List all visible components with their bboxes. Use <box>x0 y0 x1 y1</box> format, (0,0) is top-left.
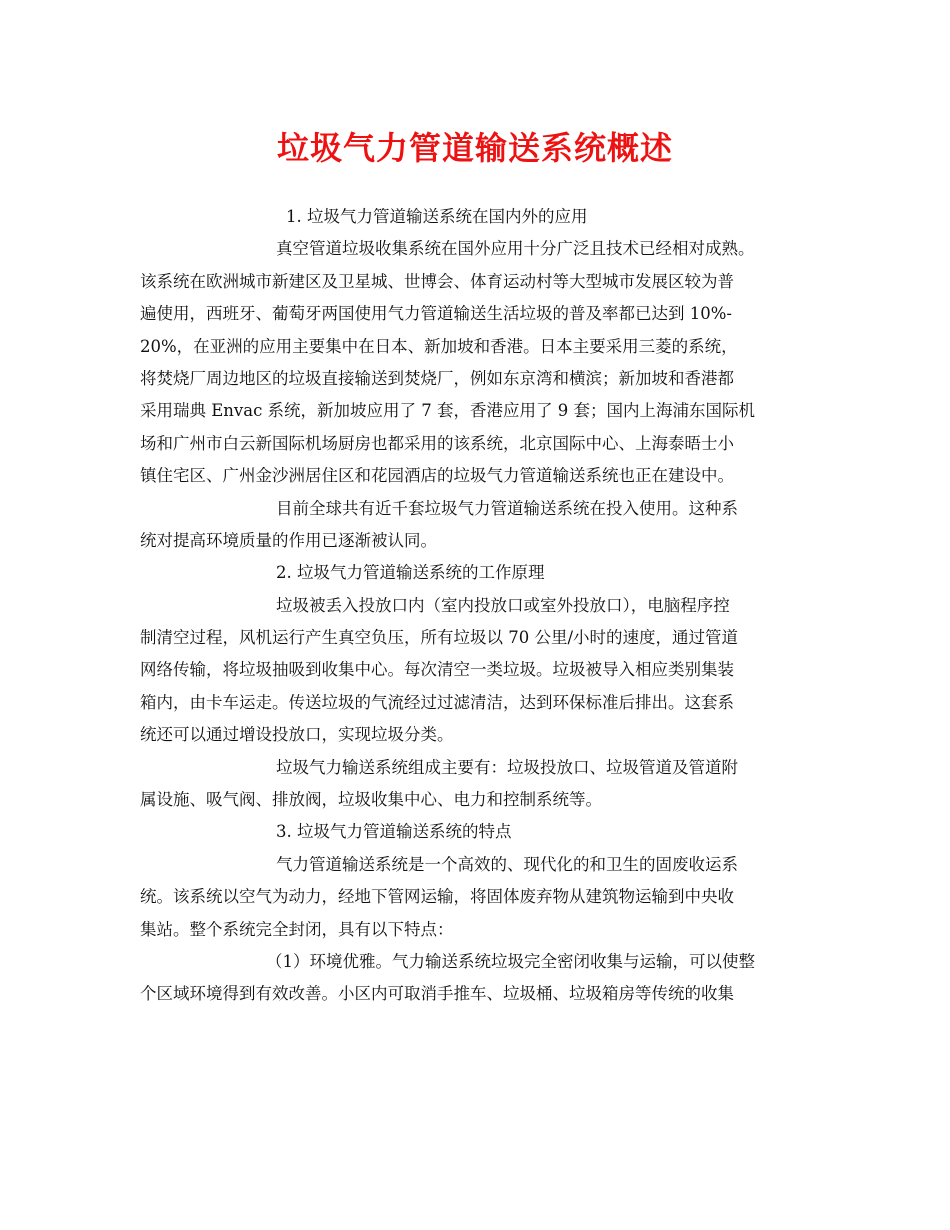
paragraph-line: （1）环境优雅。气力输送系统垃圾完全密闭收集与运输，可以使整 <box>266 951 755 971</box>
paragraph-line: 场和广州市白云新国际机场厨房也都采用的该系统，北京国际中心、上海泰晤士小 <box>140 433 734 453</box>
paragraph-line: 垃圾被丢入投放口内（室内投放口或室外投放口），电脑程序控 <box>276 595 730 615</box>
paragraph-line: 箱内，由卡车运走。传送垃圾的气流经过过滤清洁，达到环保标准后排出。这套系 <box>140 692 734 712</box>
paragraph-line: 该系统在欧洲城市新建区及卫星城、世博会、体育运动村等大型城市发展区较为普 <box>140 271 734 291</box>
paragraph-line: 个区域环境得到有效改善。小区内可取消手推车、垃圾桶、垃圾箱房等传统的收集 <box>140 984 734 1004</box>
paragraph-line: 将焚烧厂周边地区的垃圾直接输送到焚烧厂，例如东京湾和横滨；新加坡和香港都 <box>140 368 734 388</box>
paragraph-line: 统。该系统以空气为动力，经地下管网运输，将固体废弃物从建筑物运输到中央收 <box>140 887 734 907</box>
paragraph-line: 制清空过程，风机运行产生真空负压，所有垃圾以 70 公里/小时的速度，通过管道 <box>140 628 739 648</box>
paragraph-line: 统还可以通过增设投放口，实现垃圾分类。 <box>140 725 454 745</box>
paragraph-line: 目前全球共有近千套垃圾气力管道输送系统在投入使用。这种系 <box>276 498 738 518</box>
section-heading: 2. 垃圾气力管道输送系统的工作原理 <box>276 563 545 583</box>
paragraph-line: 镇住宅区、广州金沙洲居住区和花园酒店的垃圾气力管道输送系统也正在建设中。 <box>140 466 734 486</box>
paragraph-line: 遍使用，西班牙、葡萄牙两国使用气力管道输送生活垃圾的普及率都已达到 10%- <box>140 304 732 324</box>
document-body <box>140 201 828 1011</box>
section-heading: 1. 垃圾气力管道输送系统在国内外的应用 <box>286 207 588 226</box>
paragraph-line: 20%，在亚洲的应用主要集中在日本、新加坡和香港。日本主要采用三菱的系统， <box>140 336 738 356</box>
paragraph-line: 网络传输，将垃圾抽吸到收集中心。每次清空一类垃圾。垃圾被导入相应类别集装 <box>140 660 734 680</box>
paragraph-line: 气力管道输送系统是一个高效的、现代化的和卫生的固废收运系 <box>276 854 738 874</box>
paragraph-line: 统对提高环境质量的作用已逐渐被认同。 <box>140 530 437 550</box>
section-heading: 3. 垃圾气力管道输送系统的特点 <box>276 822 512 842</box>
paragraph-line: 采用瑞典 Envac 系统，新加坡应用了 7 套，香港应用了 9 套；国内上海浦东国际机 <box>140 401 756 421</box>
paragraph-line: 垃圾气力输送系统组成主要有：垃圾投放口、垃圾管道及管道附 <box>276 757 738 777</box>
paragraph-line: 属设施、吸气阀、排放阀，垃圾收集中心、电力和控制系统等。 <box>140 790 602 810</box>
document-title: 垃圾气力管道输送系统概述 <box>276 129 673 167</box>
paragraph-line: 集站。整个系统完全封闭，具有以下特点： <box>140 919 454 939</box>
paragraph-line: 真空管道垃圾收集系统在国外应用十分广泛且技术已经相对成熟。 <box>276 239 755 259</box>
